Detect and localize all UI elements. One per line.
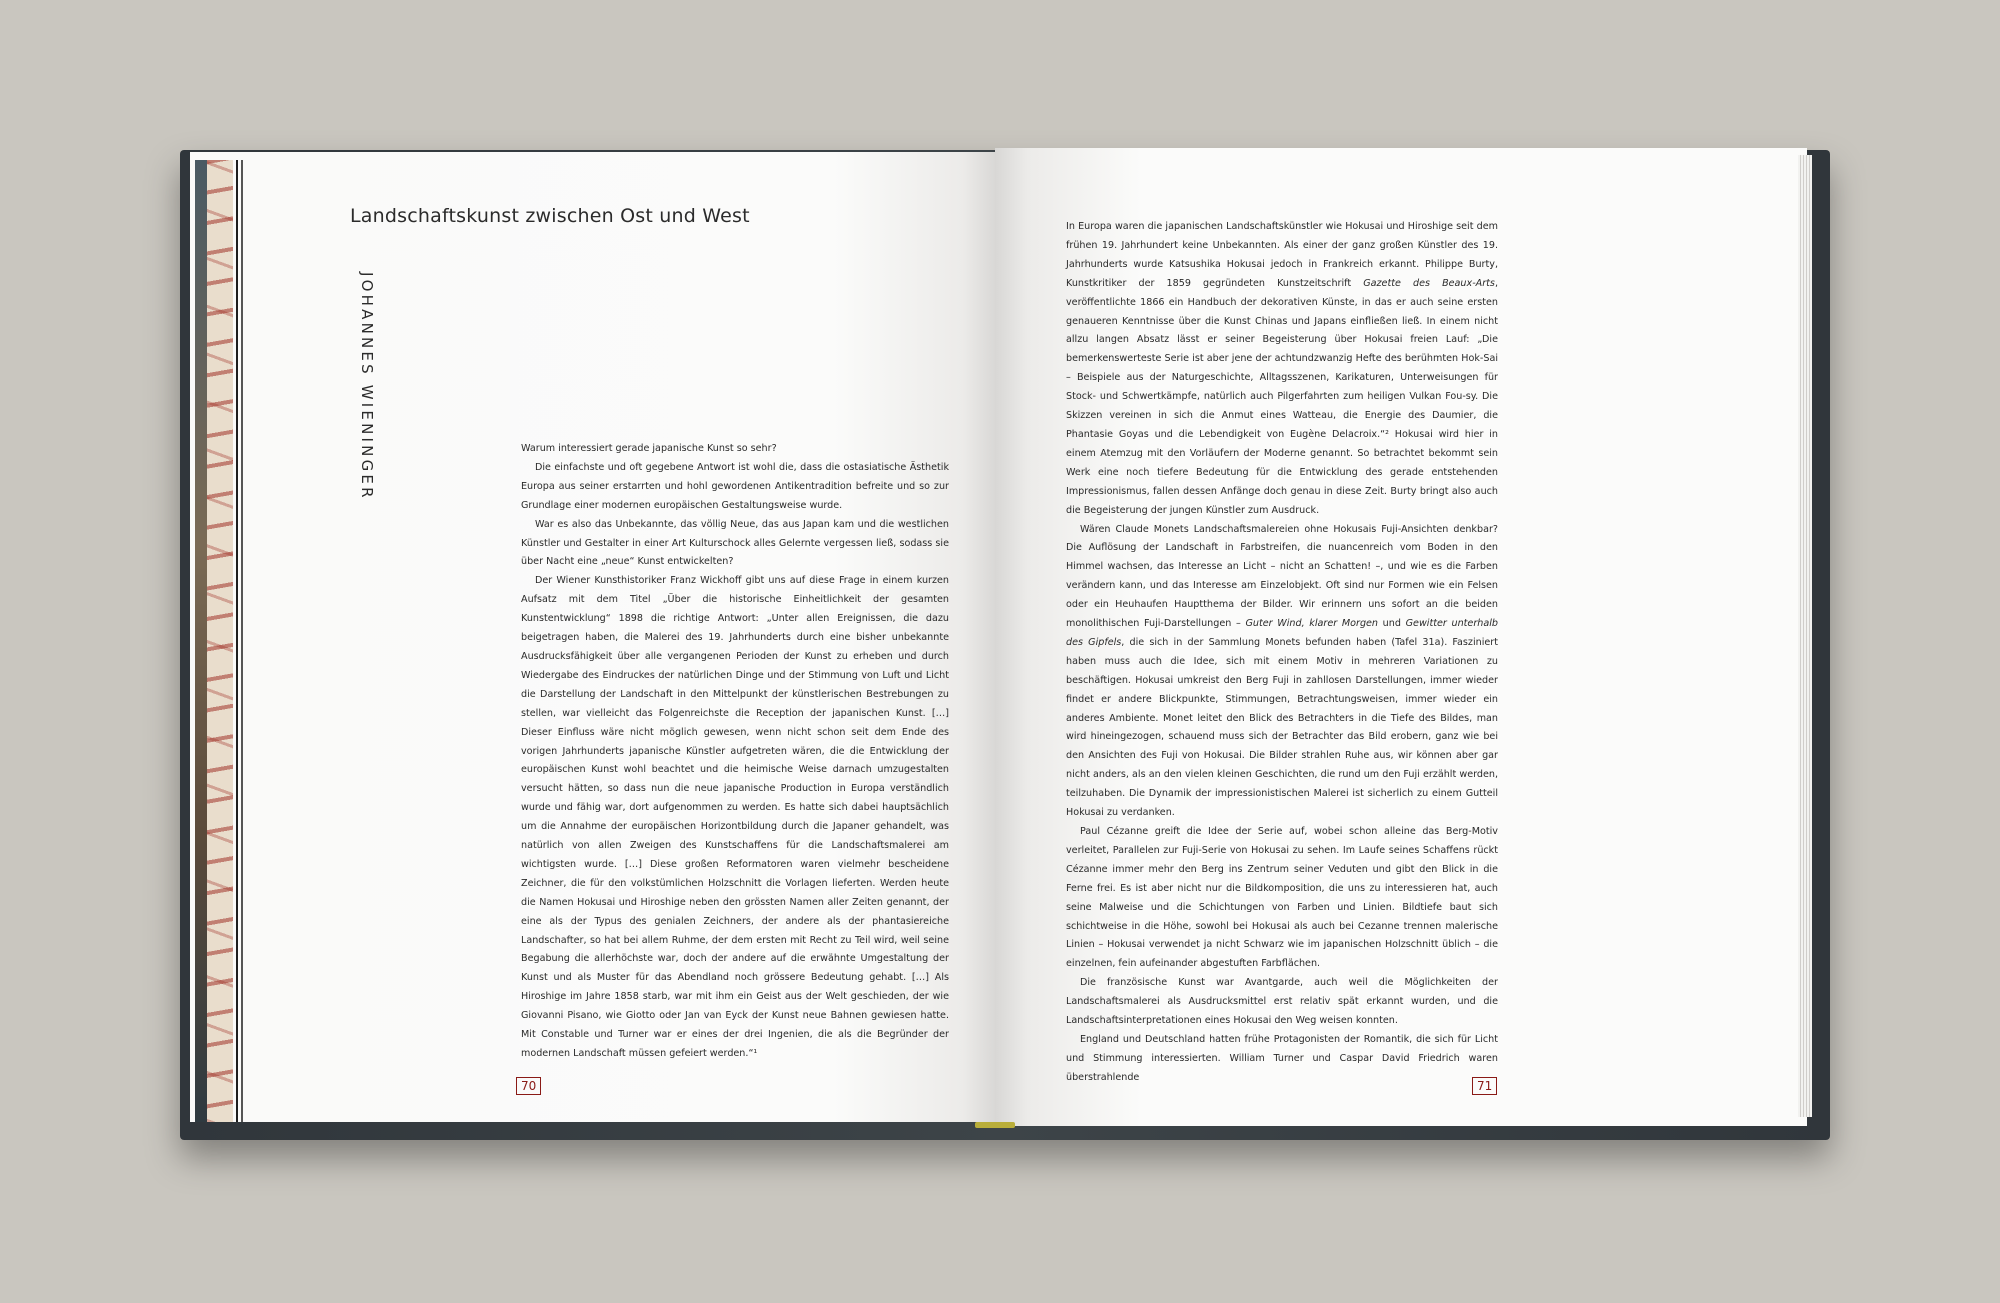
page-number-left: 70	[516, 1077, 541, 1095]
paragraph: War es also das Unbekannte, das völlig Neue, das aus Japan kam und die westlichen Künstler und Gestalter in einer Art Kulturschock alles Gelernte vergessen ließ, sodass sie über Nacht eine „neue“ Kunst entwickelten?	[521, 518, 949, 568]
author-name-wrap	[358, 272, 378, 501]
paragraph: Die französische Kunst war Avantgarde, auch weil die Möglichkeiten der Landschaftsmalerei als Ausdrucksmittel erst relativ spät erkannt wurden, und die Landschaftsinterpretationen eines Hokusai den Weg weisen konnten.	[1066, 977, 1498, 1027]
italic-title: Gewitter unterhalb des Gipfels	[1066, 618, 1498, 648]
text-run: In Europa waren die japanischen Landschaftskünstler wie Hokusai und Hiroshige seit dem frühen 19. Jahrhundert keine Unbekannten. Als einer der ganz großen Künstler des 19. Jahrhunderts wurde Katsushika Hokusai jedoch in Frankreich erkannt. Philippe Burty, Kunstkritiker der 1859 gegründeten Kunstzeitschrift	[1066, 221, 1498, 289]
page-edges	[1798, 155, 1812, 1117]
paragraph: Die einfachste und oft gegebene Antwort ist wohl die, dass die ostasiatische Ästhetik Europa aus seiner erstarrten und hohl gewordenen Antikentradition befreite und so zur Grundlage einer modernen europäischen Gestaltungsweise wurde.	[521, 461, 949, 511]
right-text-column	[1066, 218, 1498, 1088]
left-text-column	[521, 440, 949, 1064]
text-run: Wären Claude Monets Landschaftsmalereien ohne Hokusais Fuji-Ansichten denkbar? Die Auflösung der Landschaft in Farbstreifen, die nuancenreich vom Boden in den Himmel wachsen, das Interesse an Licht – nicht an Schatten! –, und wie es die Farben verändern kann, und das Interesse am Einzelobjekt. Oft sind nur Formen wie ein Felsen oder ein Heuhaufen Hauptthema der Bilder. Wir erinnern uns sofort an die beiden monolithischen Fuji-Darstellungen –	[1066, 523, 1498, 630]
text-run: und	[1378, 618, 1406, 630]
paragraph	[1066, 521, 1498, 824]
strip-pattern	[207, 160, 233, 1122]
strip-lines	[233, 160, 247, 1122]
paragraph: Paul Cézanne greift die Idee der Serie auf, wobei schon alleine das Berg-Motiv verleitet, Parallelen zur Fuji-Serie von Hokusai zu sehen. Im Laufe seines Schaffens rückt Cézanne immer mehr den Berg ins Zentrum seiner Veduten und gibt den Blick in die Ferne frei. Es ist aber nicht nur die Bildkomposition, die uns zu interessieren hat, auch seine Malweise und die Schichtungen von Farben und Linien. Bildtiefe baut sich schichtweise in die Höhe, sowohl bei Hokusai als auch bei Cezanne trennen malerische Linien – Hokusai verwendet ja nicht Schwarz wie im japanischen Holzschnitt üblich – die einzelnen, fein aufeinander abgestuften Farbflächen.	[1066, 826, 1498, 970]
author-name: JOHANNES WIENINGER	[358, 272, 376, 501]
bookmark-ribbon	[975, 1122, 1015, 1128]
decorative-strip	[195, 160, 247, 1122]
italic-title: Gazette des Beaux-Arts	[1363, 277, 1495, 289]
chapter-title: Landschaftskunst zwischen Ost und West	[350, 205, 750, 227]
text-run: , die sich in der Sammlung Monets befunden haben (Tafel 31a). Fasziniert haben muss auch die Idee, sich mit einem Motiv in mehreren Variationen zu beschäftigen. Hokusai umkreist den Berg Fuji in zahllosen Darstellungen, immer wieder findet er andere Blickpunkte, Stimmungen, Betrachtungsweisen, immer wieder ein anderes Ambiente. Monet leitet den Blick des Betrachters in die Tiefe des Bildes, man wird hineingezogen, schauend muss sich der Betrachter das Bild erobern, ganz wie bei den Ansichten des Fuji von Hokusai. Die Bilder strahlen Ruhe aus, wir können aber gar nicht anders, als an den vielen kleinen Geschichten, die rund um den Fuji erzählt werden, teilzuhaben. Die Dynamik der impressionistischen Malerei ist sicherlich zu einem Gutteil Hokusai zu verdanken.	[1066, 636, 1498, 819]
text-run: , veröffentlichte 1866 ein Handbuch der dekorativen Künste, in das er auch seine ersten genaueren Kenntnisse über die Kunst Chinas und Japans einfließen ließ. In einem nicht allzu langen Absatz lässt er seiner Begeisterung über Hokusai freien Lauf: „Die bemerkenswerteste Serie ist aber jene der achtundzwanzig Hefte des berühmten Hok-Sai – Beispiele aus der Naturgeschichte, Alltagsszenen, Karikaturen, Unterweisungen für Stock- und Schwertkämpfe, natürlich auch Pilgerfahrten zum heiligen Vulkan Fou-sy. Die Skizzen vereinen in sich die Anmut eines Watteau, die Energie des Daumier, die Phantasie Goyas und die Lebendigkeit von Eugène Delacroix.“² Hokusai wird hier in einem Atemzug mit den Vorläufern der Moderne genannt. So betrachtet bekommt sein Werk eine noch tiefere Bedeutung für die Entwicklung des gerade entstehenden Impressionismus, fallen dessen Anfänge doch genau in diese Zeit. Burty bringt also auch die Begeisterung der jungen Künstler zum Ausdruck.	[1066, 277, 1498, 516]
paragraph: Warum interessiert gerade japanische Kunst so sehr?	[521, 443, 777, 454]
page-number-right: 71	[1472, 1077, 1497, 1095]
paragraph: Der Wiener Kunsthistoriker Franz Wickhoff gibt uns auf diese Frage in einem kurzen Aufsatz mit dem Titel „Über die historische Einheitlichkeit der gesamten Kunstentwicklung“ 1898 die richtige Antwort: „Unter allen Ereignissen, die dazu beigetragen haben, die Malerei des 19. Jahrhunderts durch eine bisher unbekannte Ausdrucksfähigkeit über alle vergangenen Perioden der Kunst zu erheben und durch Wiedergabe des Eindruckes der natürlichen Dinge und der Stimmung von Luft und Licht die Darstellung der Landschaft in den Mittelpunkt der künstlerischen Bestrebungen zu stellen, war vielleicht das Folgenreichste die Reception der japanischen Kunst. […] Dieser Einfluss wäre nicht möglich gewesen, wenn nicht schon seit dem Ende des vorigen Jahrhunderts japanische Künstler aufgetreten wären, die die Entwicklung der europäischen Kunst wohl beachtet und die heimische Weise darnach umzugestalten versucht hätten, so dass nun die neue japanische Production in Europa verständlich wurde und fähig war, dort aufgenommen zu werden. Es hatte sich dabei hauptsächlich um die Annahme der europäischen Horizontbildung durch die Japaner gehandelt, was natürlich von allen Zweigen des Kunstschaffens für die Landschaftsmalerei am wichtigsten wurde. […] Diese großen Reformatoren waren vielmehr bescheidene Zeichner, die für den volkstümlichen Holzschnitt die Vorlagen lieferten. Werden heute die Namen Hokusai und Hiroshige neben den grössten Namen aller Zeiten genannt, der eine als der Typus des genialen Zeichners, der andere als der phantasiereiche Landschafter, so hat bei allem Ruhme, der dem ersten mit Recht zu Teil wird, weil seine Begabung die allerhöchste war, doch der andere auf die erwähnte Umgestaltung der Kunst und als Muster für das Abendland noch grössere Bedeutung gehabt. […] Als Hiroshige im Jahre 1858 starb, war mit ihm ein Geist aus der Welt geschieden, der wie Giovanni Pisano, wie Giotto oder Jan van Eyck der Kunst neue Bahnen gewiesen hatte. Mit Constable und Turner war er eines der drei Ingenien, die als die Begründer der modernen Landschaft müssen gefeiert werden.“¹	[521, 575, 949, 1059]
strip-dark-band	[195, 160, 207, 1122]
italic-title: Guter Wind, klarer Morgen	[1245, 618, 1379, 630]
paragraph	[1066, 218, 1498, 521]
paragraph: England und Deutschland hatten frühe Protagonisten der Romantik, die sich für Licht und Stimmung interessierten. William Turner und Caspar David Friedrich waren überstrahlende	[1066, 1033, 1498, 1083]
